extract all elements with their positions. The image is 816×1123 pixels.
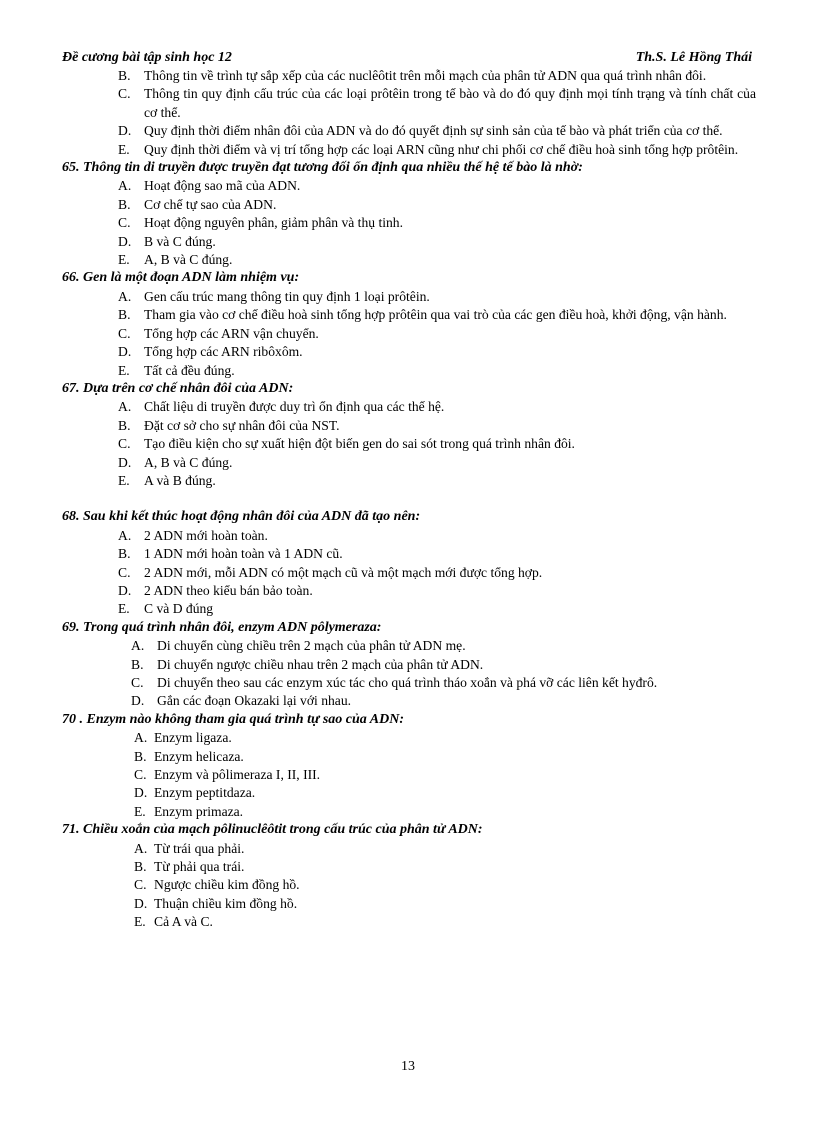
option-label: B. — [131, 656, 144, 672]
option-item — [118, 545, 756, 563]
option-text: Di chuyển theo sau các enzym xúc tác cho quá trình tháo xoắn và phá vỡ các liên kết hyđrô. — [157, 675, 658, 690]
option-item — [131, 656, 756, 674]
option-text: Di chuyển cùng chiều trên 2 mạch của phân tử ADN mẹ. — [157, 638, 466, 654]
option-text: Ngược chiều kim đồng hồ. — [154, 877, 300, 893]
option-label: A. — [131, 638, 145, 654]
option-text: A, B và C đúng. — [144, 252, 233, 268]
option-item — [118, 288, 756, 306]
option-text: 2 ADN theo kiểu bán bảo toàn. — [144, 582, 313, 598]
option-text: Enzym ligaza. — [154, 730, 232, 746]
option-item — [118, 122, 756, 140]
option-label: D. — [131, 693, 145, 709]
option-item — [134, 803, 756, 821]
option-item — [118, 417, 756, 435]
option-label: E. — [118, 141, 130, 157]
option-item — [118, 141, 756, 159]
option-item — [134, 748, 756, 766]
option-text: A và B đúng. — [144, 472, 216, 488]
option-label: A. — [118, 399, 132, 415]
question-title: 71. Chiều xoắn của mạch pôlinuclêôtit trong cấu trúc của phân tử ADN: — [62, 822, 483, 838]
option-label: A. — [134, 840, 148, 856]
option-label: C. — [118, 436, 131, 452]
option-text: C và D đúng — [144, 601, 214, 617]
option-item — [118, 343, 756, 361]
option-text: Tất cả đều đúng. — [144, 362, 235, 378]
header-author: Th.S. Lê Hồng Thái — [635, 50, 752, 65]
option-label: D. — [118, 344, 132, 360]
option-label: E. — [118, 601, 130, 617]
option-text: Thuận chiều kim đồng hồ. — [154, 895, 298, 911]
option-label: D. — [118, 233, 132, 249]
option-label: C. — [118, 325, 131, 341]
option-item — [118, 196, 756, 214]
option-text: Enzym và pôlimeraza I, II, III. — [154, 767, 321, 783]
option-text: Gen cấu trúc mang thông tin quy định 1 loại prôtêin. — [144, 288, 430, 304]
option-label: A. — [118, 288, 132, 304]
option-item — [134, 858, 756, 876]
option-text: Đặt cơ sở cho sự nhân đôi của NST. — [144, 417, 340, 433]
option-label: E. — [118, 252, 130, 268]
option-item — [134, 729, 756, 747]
option-text: Enzym helicaza. — [154, 748, 244, 764]
option-item — [118, 85, 756, 122]
option-label: E. — [118, 362, 130, 378]
option-item — [134, 766, 756, 784]
option-label: D. — [134, 895, 148, 911]
option-label: B. — [118, 196, 131, 212]
option-item — [118, 435, 756, 453]
option-item — [131, 674, 756, 692]
option-text: Quy định thời điểm nhân đôi của ADN và do đó quyết định sự sinh sản của tế bào và phát triển của cơ thể. — [144, 123, 723, 139]
option-text: Cả A và C. — [154, 914, 213, 930]
question-title: 69. Trong quá trình nhân đôi, enzym ADN pôlymeraza: — [62, 619, 382, 635]
option-text: Quy định thời điểm và vị trí tổng hợp các loại ARN cũng như chi phối cơ chế điều hoà sinh tổng hợp prôtêin. — [144, 141, 739, 157]
option-item — [118, 472, 756, 490]
option-label: E. — [134, 803, 146, 819]
option-item — [118, 214, 756, 232]
option-text: Tổng hợp các ARN vận chuyển. — [144, 325, 319, 341]
option-text: Tạo điều kiện cho sự xuất hiện đột biến gen do sai sót trong quá trình nhân đôi. — [144, 436, 575, 452]
option-label: B. — [134, 748, 147, 764]
option-label: B. — [118, 68, 131, 83]
option-label: E. — [118, 472, 130, 488]
option-item — [118, 177, 756, 195]
option-item — [134, 895, 756, 913]
option-text: Từ phải qua trái. — [154, 859, 245, 875]
option-item — [118, 251, 756, 269]
option-label: D. — [118, 454, 132, 470]
option-text: Hoạt động sao mã của ADN. — [144, 178, 301, 194]
option-text: Di chuyển ngược chiều nhau trên 2 mạch của phân tử ADN. — [157, 656, 484, 672]
option-item — [118, 582, 756, 600]
page-number: 13 — [401, 1059, 415, 1074]
option-label: C. — [134, 767, 147, 783]
question-title: 67. Dựa trên cơ chế nhân đôi của ADN: — [62, 380, 294, 396]
option-label: B. — [118, 307, 131, 323]
option-label: D. — [118, 582, 132, 598]
option-label: A. — [118, 178, 132, 194]
option-label: B. — [118, 417, 131, 433]
option-text: Enzym peptitdaza. — [154, 785, 256, 801]
option-text: Tổng hợp các ARN ribôxôm. — [144, 344, 303, 360]
option-text: B và C đúng. — [144, 233, 216, 249]
option-item — [118, 325, 756, 343]
option-label: B. — [134, 859, 147, 875]
option-item — [134, 784, 756, 802]
option-item — [118, 454, 756, 472]
option-text: A, B và C đúng. — [144, 454, 233, 470]
blank-line — [62, 490, 756, 508]
option-text: Enzym primaza. — [154, 803, 244, 819]
option-label: D. — [118, 123, 132, 139]
option-item — [118, 67, 756, 85]
option-text: Hoạt động nguyên phân, giảm phân và thụ tinh. — [144, 215, 403, 231]
option-text: Cơ chế tự sao của ADN. — [144, 196, 277, 212]
option-label: C. — [134, 877, 147, 893]
option-text: Thông tin quy định cấu trúc của các loại prôtêin trong tế bào và do đó quy định mọi tính trạng và tính chất của cơ thể. — [144, 86, 756, 120]
option-item — [134, 876, 756, 894]
option-text: Từ trái qua phải. — [154, 840, 245, 856]
option-label: C. — [118, 564, 131, 580]
option-item — [118, 233, 756, 251]
option-item — [118, 564, 756, 582]
option-text: Gắn các đoạn Okazaki lại với nhau. — [157, 693, 352, 709]
option-label: A. — [118, 527, 132, 543]
question-title: 68. Sau khi kết thúc hoạt động nhân đôi của ADN đã tạo nên: — [62, 509, 421, 525]
option-item — [118, 362, 756, 380]
option-label: E. — [134, 914, 146, 930]
option-text: Chất liệu di truyền được duy trì ổn định qua các thế hệ. — [144, 399, 445, 415]
option-item — [134, 913, 756, 931]
option-item — [131, 692, 756, 710]
page-content — [62, 67, 756, 932]
question-title: 65. Thông tin di truyền được truyền đạt tương đối ổn định qua nhiều thế hệ tế bào là nhờ: — [62, 160, 583, 176]
option-text: 1 ADN mới hoàn toàn và 1 ADN cũ. — [144, 546, 343, 562]
option-label: B. — [118, 546, 131, 562]
header-course-title: Đề cương bài tập sinh học 12 — [62, 50, 232, 65]
option-item — [134, 840, 756, 858]
option-text: Thông tin về trình tự sắp xếp của các nuclêôtit trên mỗi mạch của phân tử ADN qua quá trình nhân đôi. — [144, 68, 707, 83]
question-title: 70 . Enzym nào không tham gia quá trình tự sao của ADN: — [62, 711, 405, 727]
page-header — [62, 49, 752, 67]
option-item — [118, 527, 756, 545]
option-item — [131, 637, 756, 655]
option-label: C. — [118, 215, 131, 231]
option-item — [118, 306, 756, 324]
option-label: C. — [118, 86, 131, 102]
option-text: Tham gia vào cơ chế điều hoà sinh tổng hợp prôtêin qua vai trò của các gen điều hoà, khởi động, vận hành. — [144, 307, 727, 323]
option-item — [118, 398, 756, 416]
option-text: 2 ADN mới hoàn toàn. — [144, 527, 268, 543]
option-label: A. — [134, 730, 148, 746]
option-label: D. — [134, 785, 148, 801]
option-label: C. — [131, 675, 144, 690]
question-title: 66. Gen là một đoạn ADN làm nhiệm vụ: — [62, 270, 300, 286]
option-item — [118, 600, 756, 618]
option-text: 2 ADN mới, mỗi ADN có một mạch cũ và một mạch mới được tổng hợp. — [144, 564, 543, 580]
